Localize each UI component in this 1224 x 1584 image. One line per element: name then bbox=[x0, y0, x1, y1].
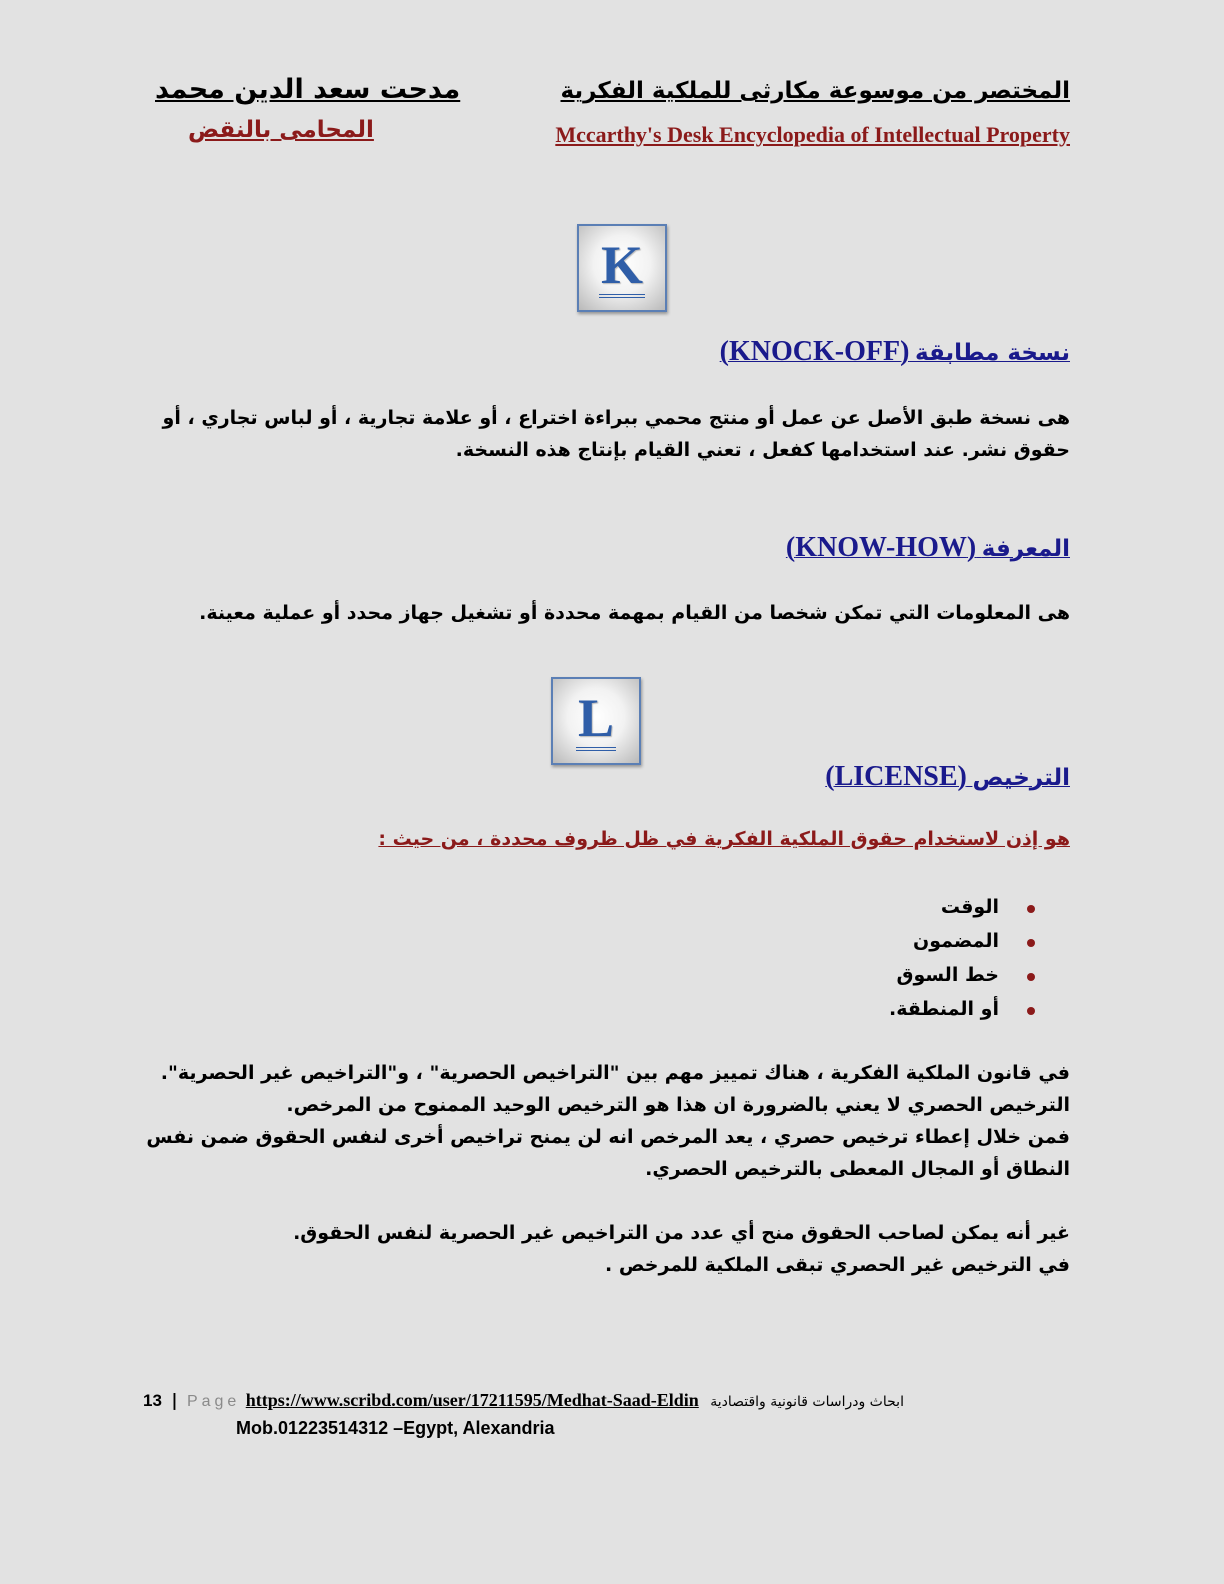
footer-arabic-label: ابحاث ودراسات قانونية واقتصادية bbox=[710, 1394, 904, 1410]
footer-contact: Mob.01223514312 –Egypt, Alexandria bbox=[236, 1418, 555, 1438]
bullet-icon bbox=[1027, 905, 1035, 913]
term-heading-knockoff bbox=[720, 336, 1070, 368]
paragraph-line: غير أنه يمكن لصاحب الحقوق منح أي عدد من التراخيص غير الحصرية لنفس الحقوق. bbox=[293, 1222, 1070, 1244]
footer-separator: | bbox=[171, 1391, 178, 1411]
bullet-icon bbox=[1027, 939, 1035, 947]
page-footer bbox=[143, 1390, 904, 1411]
list-item bbox=[889, 924, 999, 958]
paragraph-line: في قانون الملكية الفكرية ، هناك تمييز مهم بين "التراخيص الحصرية" ، و"التراخيص غير الحصرية". bbox=[160, 1062, 1070, 1084]
term-heading-license bbox=[825, 761, 1070, 793]
paragraph-line: في الترخيص غير الحصري تبقى الملكية للمرخص . bbox=[605, 1254, 1070, 1276]
paragraph-line: النطاق أو المجال المعطى بالترخيص الحصري. bbox=[645, 1158, 1070, 1180]
license-paragraph-exclusive bbox=[145, 1057, 1070, 1185]
letter-k-glyph: K bbox=[599, 238, 645, 298]
license-criteria-list bbox=[889, 890, 999, 1026]
header-author-name: مدحت سعد الدين محمد bbox=[155, 74, 461, 105]
license-paragraph-nonexclusive bbox=[270, 1217, 1070, 1281]
definition-line: هى نسخة طبق الأصل عن عمل أو منتج محمي ببراءة اختراع ، أو علامة تجارية ، أو لباس تجاري ، أو bbox=[162, 407, 1070, 429]
bullet-icon bbox=[1027, 1007, 1035, 1015]
term-knockoff-english: (KNOCK-OFF) bbox=[719, 336, 910, 367]
page-label: Page bbox=[186, 1393, 241, 1410]
term-heading-knowhow bbox=[786, 532, 1070, 564]
bullet-icon bbox=[1027, 973, 1035, 981]
letter-k-icon bbox=[577, 224, 667, 312]
term-knockoff-definition bbox=[150, 402, 1070, 466]
paragraph-line: فمن خلال إعطاء ترخيص حصري ، يعد المرخص انه لن يمنح تراخيص أخرى لنفس الحقوق ضمن نفس bbox=[146, 1126, 1070, 1148]
footer-scribd-link[interactable]: https://www.scribd.com/user/17211595/Medhat-Saad-Eldin bbox=[245, 1390, 699, 1410]
term-knockoff-arabic: نسخة مطابقة bbox=[915, 340, 1070, 366]
term-knowhow-arabic: المعرفة bbox=[981, 536, 1070, 562]
letter-l-glyph: L bbox=[576, 691, 616, 751]
term-knowhow-english: (KNOW-HOW) bbox=[785, 532, 977, 563]
list-item-text: خط السوق bbox=[896, 964, 999, 986]
list-item bbox=[889, 958, 999, 992]
letter-l-icon bbox=[551, 677, 641, 765]
term-license-english: (LICENSE) bbox=[825, 761, 967, 792]
header-arabic-title: المختصر من موسوعة مكارثى للملكية الفكرية bbox=[560, 78, 1070, 104]
term-license-arabic: الترخيص bbox=[972, 765, 1070, 791]
list-item bbox=[889, 992, 999, 1026]
header-author-role: المحامى بالنقض bbox=[188, 117, 374, 143]
term-knowhow-definition: هى المعلومات التي تمكن شخصا من القيام بمهمة محددة أو تشغيل جهاز محدد أو عملية معينة. bbox=[199, 602, 1070, 624]
list-item bbox=[889, 890, 999, 924]
header-english-title: Mccarthy's Desk Encyclopedia of Intellectual Property bbox=[555, 122, 1070, 147]
paragraph-line: الترخيص الحصري لا يعني بالضرورة ان هذا هو الترخيص الوحيد الممنوح من المرخص. bbox=[286, 1094, 1070, 1116]
definition-line: حقوق نشر. عند استخدامها كفعل ، تعني القيام بإنتاج هذه النسخة. bbox=[455, 439, 1070, 461]
list-item-text: الوقت bbox=[940, 896, 999, 918]
list-item-text: أو المنطقة. bbox=[888, 998, 999, 1020]
list-item-text: المضمون bbox=[913, 930, 999, 952]
page-number: 13 bbox=[143, 1391, 162, 1410]
license-definition: هو إذن لاستخدام حقوق الملكية الفكرية في ظل ظروف محددة ، من حيث : bbox=[378, 828, 1070, 850]
